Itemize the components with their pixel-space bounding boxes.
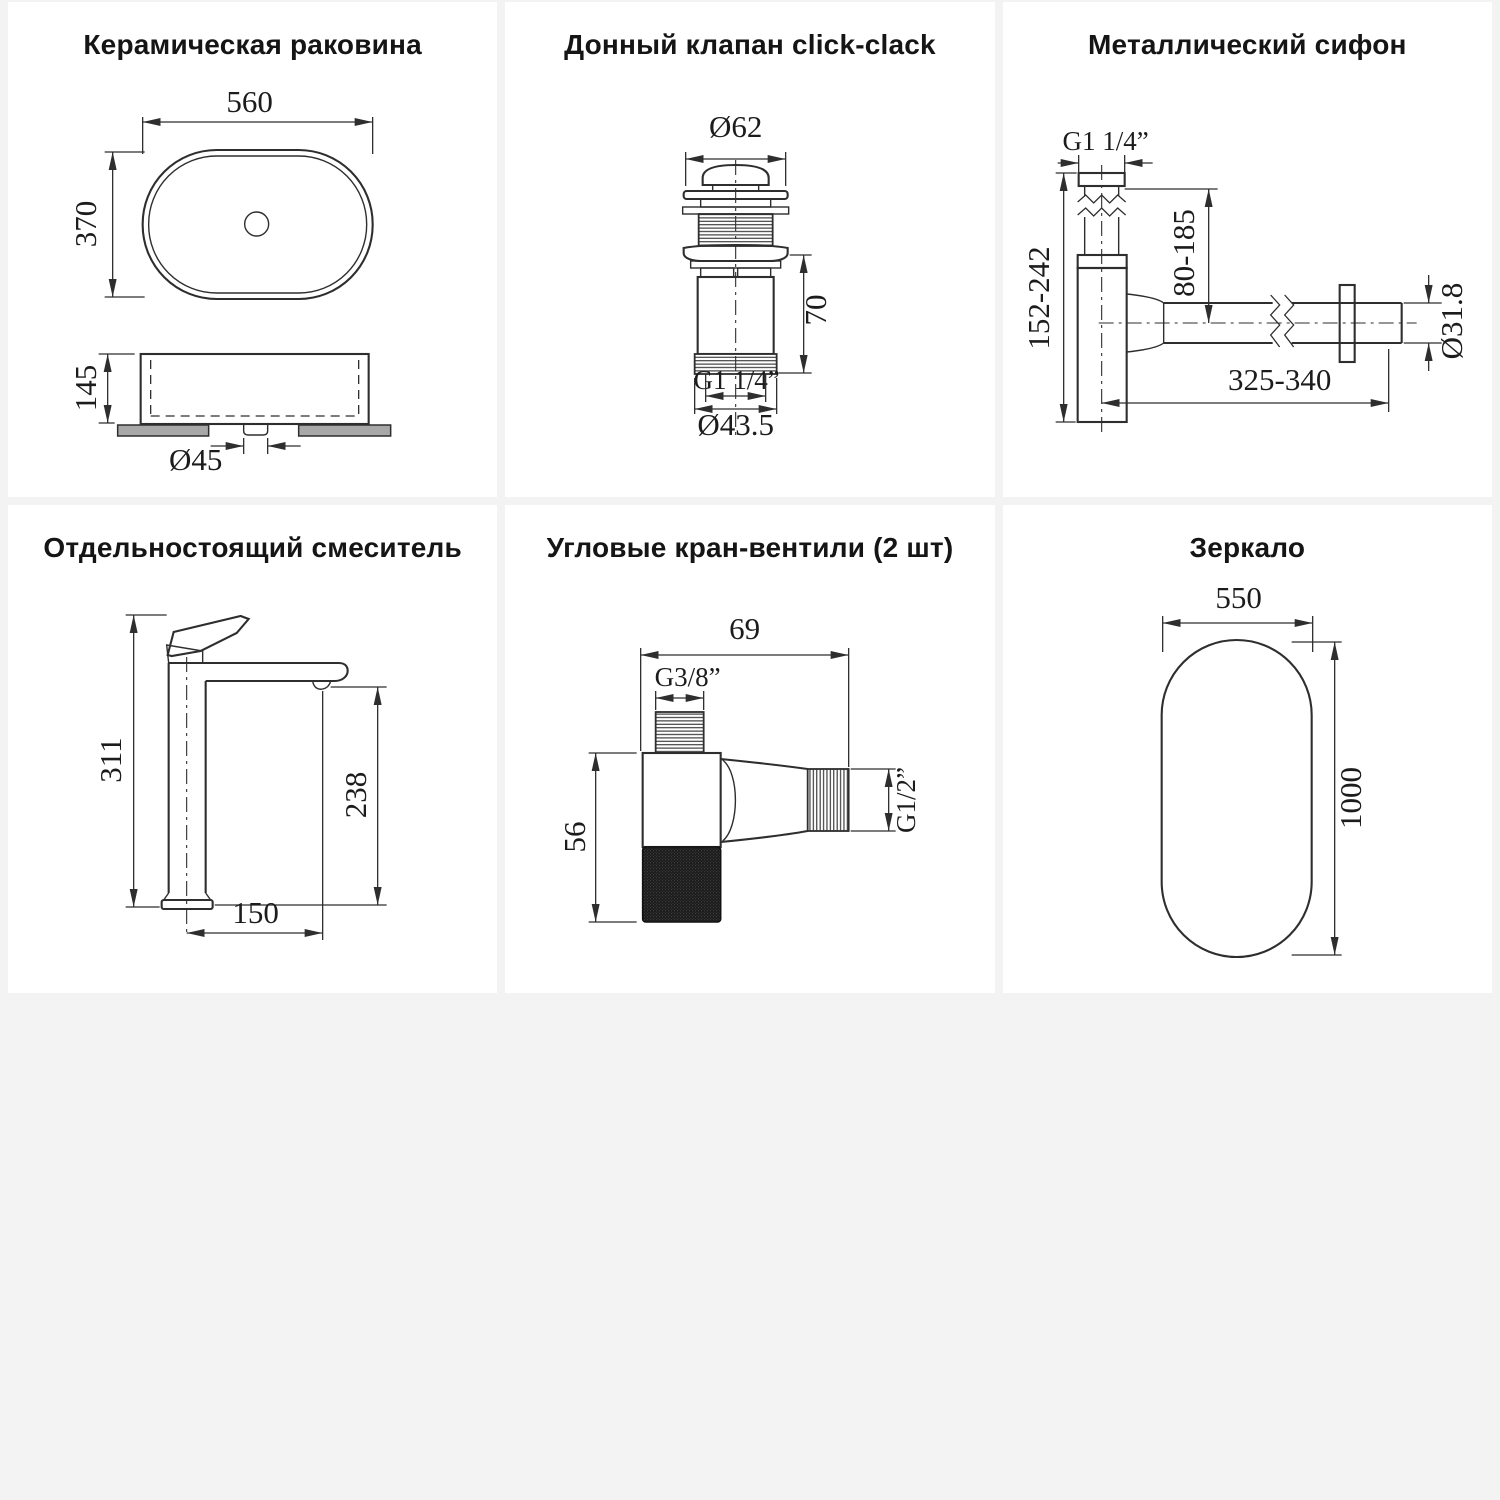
dim-label-sink-depth: 370 xyxy=(67,200,103,248)
dim-label-mirror-width: 550 xyxy=(1215,580,1262,616)
panel-title-sink: Керамическая раковина xyxy=(83,29,422,60)
dim-valve-height xyxy=(779,255,833,373)
sink-pad-left xyxy=(118,425,209,436)
angle-valve-body-drawing xyxy=(643,712,849,922)
dim-sink-width xyxy=(143,84,373,154)
dim-sink-height xyxy=(68,354,135,423)
dim-mixer-height xyxy=(93,615,167,907)
panel-card-valve xyxy=(505,2,994,497)
dim-mixer-spout-height xyxy=(215,687,387,905)
dim-label-sink-drain: Ø45 xyxy=(168,442,223,478)
dim-angle-valve-height xyxy=(557,753,637,922)
valve-body-drawing xyxy=(683,160,789,443)
sink-drain-hole-icon xyxy=(245,212,269,236)
panel-title-angle-valve: Угловые кран-вентили (2 шт) xyxy=(546,532,954,563)
siphon-drawing xyxy=(1003,2,1492,497)
dim-label-siphon-length: 325-340 xyxy=(1227,362,1331,398)
dim-angle-valve-outlet xyxy=(851,767,921,833)
sink-pad-right xyxy=(299,425,391,436)
mixer-spout xyxy=(169,663,348,681)
sink-side-view-drawing xyxy=(118,354,391,436)
dim-label-mixer-height: 311 xyxy=(92,737,128,783)
mirror-drawing xyxy=(1003,505,1492,993)
dim-label-angle-valve-outlet: G1/2” xyxy=(891,767,922,833)
dim-label-sink-height: 145 xyxy=(67,364,103,412)
mixer-lever xyxy=(168,616,249,656)
mixer-spout-tip xyxy=(313,681,331,689)
dim-label-sink-width: 560 xyxy=(226,84,273,120)
panel-card-angle-valve xyxy=(505,505,994,993)
sink-top-view-drawing xyxy=(143,150,373,299)
dim-siphon-length xyxy=(1101,349,1388,412)
dim-siphon-height xyxy=(1020,173,1076,422)
dim-label-mixer-spout-height: 238 xyxy=(337,771,373,819)
dim-label-angle-valve-width: 69 xyxy=(729,611,761,647)
dim-label-valve-height: 70 xyxy=(798,294,834,326)
dim-label-siphon-pipe: Ø31.8 xyxy=(1433,282,1469,360)
dim-label-siphon-inlet: 80-185 xyxy=(1165,209,1201,297)
angle-valve-outlet-thread xyxy=(808,769,849,831)
dim-mirror-height xyxy=(1291,642,1367,955)
mixer-drawing xyxy=(8,505,497,993)
angle-valve-knurled-handle xyxy=(643,847,721,922)
dim-label-siphon-height: 152-242 xyxy=(1020,246,1056,350)
dim-angle-valve-inlet xyxy=(655,662,721,710)
dim-label-angle-valve-inlet: G3/8” xyxy=(655,662,721,693)
dim-sink-drain xyxy=(169,438,301,477)
panel-card-sink xyxy=(8,2,497,497)
panel-card-mixer xyxy=(8,505,497,993)
mirror-outline-drawing xyxy=(1161,640,1311,957)
panel-title-siphon: Металлический сифон xyxy=(1088,29,1407,60)
panel-title-mixer: Отдельностоящий смеситель xyxy=(43,532,462,563)
angle-valve-inlet-thread xyxy=(656,712,704,753)
dim-label-mixer-reach: 150 xyxy=(232,895,279,931)
panel-title-mirror: Зеркало xyxy=(1189,532,1306,563)
dim-label-valve-diameter: Ø43.5 xyxy=(697,407,775,443)
dim-label-siphon-thread: G1 1/4” xyxy=(1062,126,1149,157)
mixer-body-drawing xyxy=(162,616,348,940)
dim-siphon-thread xyxy=(1057,126,1152,173)
angle-valve-drawing xyxy=(505,505,994,993)
dim-label-mirror-height: 1000 xyxy=(1332,767,1368,829)
dim-label-valve-cap: Ø62 xyxy=(709,109,763,145)
dim-mirror-width xyxy=(1162,580,1312,652)
sink-drawing xyxy=(8,2,497,497)
panel-card-siphon xyxy=(1003,2,1492,497)
panel-card-mirror xyxy=(1003,505,1492,993)
dim-sink-depth xyxy=(68,152,145,297)
valve-drawing xyxy=(505,2,994,497)
dim-valve-thread xyxy=(694,365,780,402)
panel-title-valve: Донный клапан click-clack xyxy=(564,29,936,60)
dim-label-valve-thread: G1 1/4” xyxy=(693,365,781,396)
sink-drain-stub xyxy=(244,424,268,435)
dim-label-angle-valve-height: 56 xyxy=(557,821,593,853)
